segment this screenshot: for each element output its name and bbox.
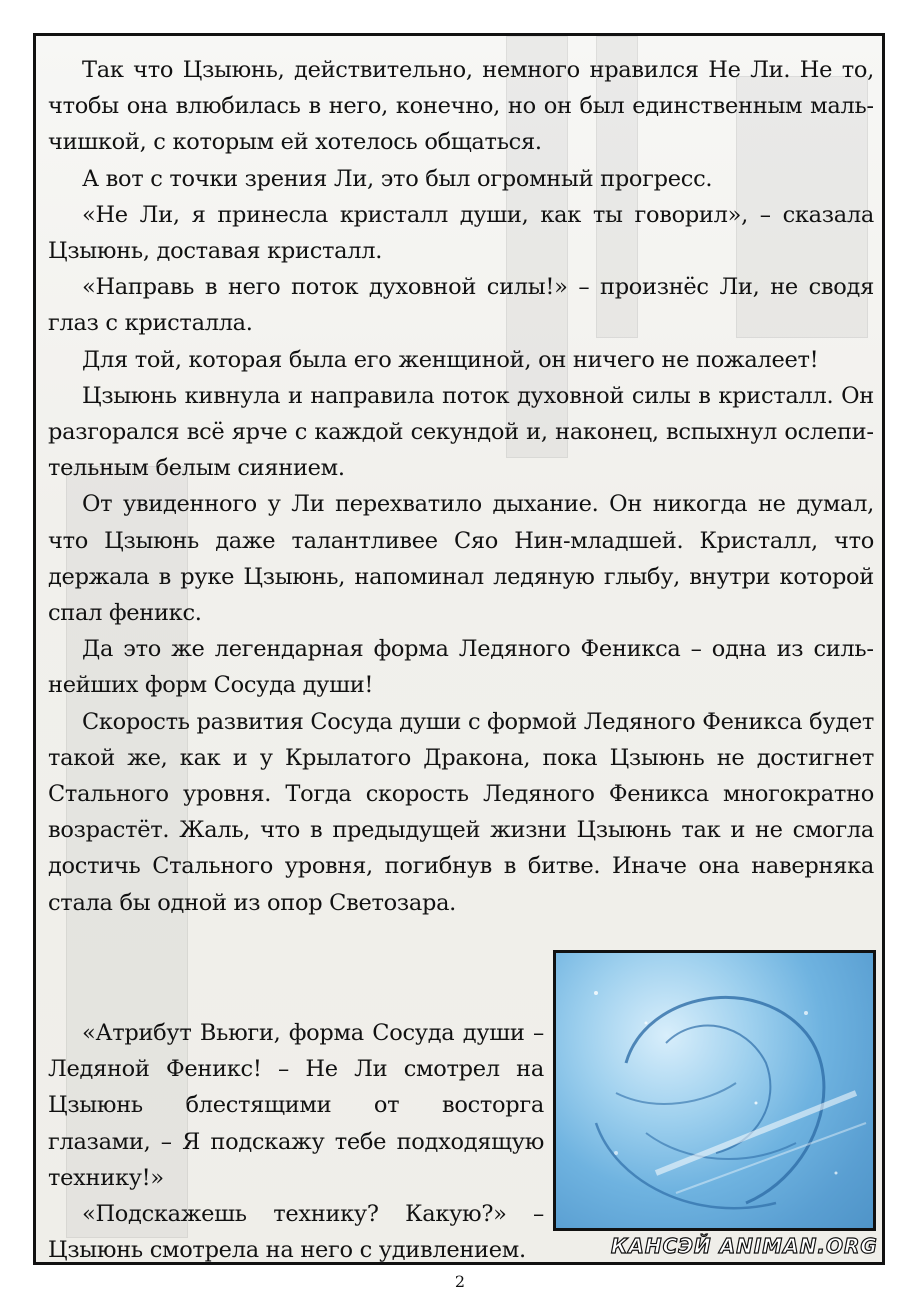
paragraph: Цзыюнь кивнула и направила поток духовной силы в кристалл. Он разгорался всё ярче с каждой секундой и, наконец, вспыхнул ослепительным белым сиянием. (48, 382, 874, 482)
paragraph: Так что Цзыюнь, действительно, немного нравился Не Ли. Не то, чтобы она влюбилась в него, конечно, но он был единственным мальчишкой, с которым ей хотелось общаться. (48, 57, 874, 156)
paragraph-last-wide: Скорость развития Сосуда души с формой Ледяного Феникса будет такой же, как и у Крылатого Дракона, пока Цзыюнь не достигнет Стального уровня. Тогда скорость Ледяного Феникса многократно возрастёт. Жаль, что в предыдущей жизни Цзыюнь так и не смогла достичь Стального уровня, погибнув в битве. Иначе она наверняка стала бы одной из опор Светозара. (48, 708, 874, 916)
paragraph: Для той, которая была его женщиной, он ничего не пожалеет! (82, 346, 819, 373)
page-frame (33, 33, 885, 1265)
paragraph: А вот с точки зрения Ли, это был огромный прогресс. (82, 165, 713, 192)
crystal-phoenix-drawing (556, 953, 873, 1228)
paragraph: «Направь в него поток духовной силы!» – произнёс Ли, не сводя глаз с кристалла. (48, 274, 874, 337)
crystal-illustration (553, 950, 876, 1231)
paragraph: «Атрибут Вьюги, форма Сосуда души – Ледяной Феникс! – Не Ли смотрел на Цзыюнь блестящими от восторга глазами, – Я подскажу тебе подходящую технику!» (48, 1020, 544, 1191)
paragraph: «Подскажешь технику? Какую?» – Цзыюнь смотрела на него с удивлением. (48, 1201, 544, 1264)
page-number: 2 (454, 1272, 466, 1291)
scanlation-credit: КАНСЭЙ ANIMAN.ORG (611, 1234, 878, 1258)
side-text (48, 1015, 544, 1265)
paragraph: Да это же легендарная форма Ледяного Феникса – одна из сильнейших форм Сосуда души! (48, 636, 874, 699)
paragraph: От увиденного у Ли перехватило дыхание. Он никогда не думал, что Цзыюнь даже талантливее Сяо Нин-младшей. Кристалл, что держала в руке Цзыюнь, напоминал ледяную глыбу, внутри которой спал феникс. (48, 491, 874, 627)
main-text (48, 52, 874, 921)
paragraph: «Не Ли, я принесла кристалл души, как ты говорил», – сказала Цзыюнь, доставая кристалл. (48, 201, 874, 265)
